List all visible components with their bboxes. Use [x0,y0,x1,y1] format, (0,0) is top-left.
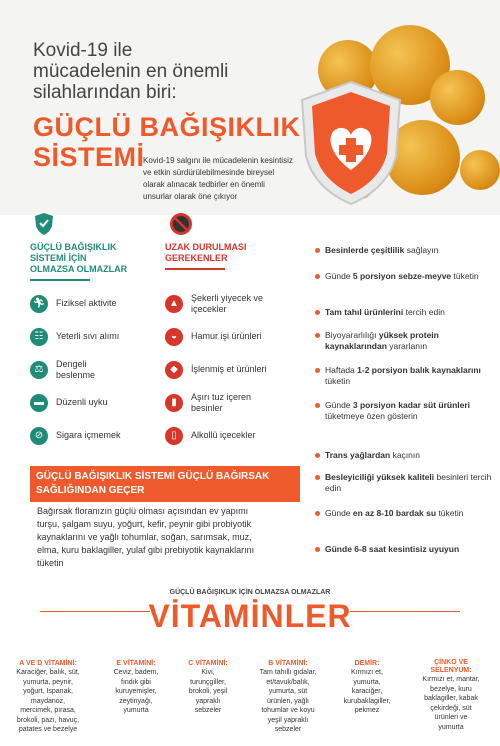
vitamin-line: Kivi, [201,669,215,676]
list-item [30,419,160,452]
item-label: Dengeli [56,358,87,369]
item-label: içecekler [191,303,227,314]
tip-item [315,245,495,271]
hero-section [0,0,500,215]
stop-hand-icon [169,212,193,236]
vitamin-column [8,659,88,735]
list-item [165,419,305,452]
tip-text: Biyoyararlılığı [325,330,379,340]
tip-bold: 3 porsiyon kadar süt ürünleri [352,400,471,410]
vitamin-line: patates ve bezelye [18,726,78,733]
tip-text: Günde [325,508,353,518]
tip-text: besinleri tercih edin [325,472,492,493]
tip-bold: yüksek protein kaynaklarından [325,330,439,351]
vitamin-body [327,668,407,716]
list-item [165,320,305,353]
list-item [165,287,305,320]
hero-title-line: silahlarından biri: [33,82,177,103]
tip-item [315,271,495,307]
bed-icon: ▬ [30,394,48,412]
vitamins-subtitle: GÜÇLÜ BAĞIŞIKLIK İÇİN OLMAZSA OLMAZLAR [169,589,331,596]
tip-bold: Tam tahıl ürünlerini [325,307,404,317]
list-item [30,386,160,419]
vitamin-column [96,659,176,716]
tip-bold: Trans yağlardan [325,450,391,460]
gut-text-line: tüketin [37,558,64,568]
item-label: Fiziksel aktivite [56,298,117,308]
tip-bold: Günde 6-8 saat kesintisiz uyuyun [325,544,460,554]
vitamin-line: yumurta, süt [268,688,308,695]
balance-icon: ⚖ [30,361,48,379]
vitamin-heading: E VİTAMİNİ: [116,660,156,667]
list-item [30,353,160,386]
vitamin-body [8,668,88,735]
gut-text-line: Bağırsak floranızın güçlü olması açısından ev yapımı [37,506,249,516]
avoid-column [165,212,305,452]
item-label: besinler [191,402,223,413]
vitamin-line: sebzeler [194,707,222,714]
item-label: Şekerli yiyecek ve [191,292,264,303]
shield-icon [296,78,406,208]
vitamin-line: sebzeler [274,726,302,733]
tip-text: yararlanın [386,341,428,351]
gut-title-line: SAĞLIĞINDAN GEÇER [36,485,145,496]
tip-bold: 5 porsiyon sebze-meyve [352,271,452,281]
tip-bold: en az 8-10 bardak su [352,508,437,518]
hero-headline-line: SİSTEMİ [33,142,145,172]
bottle-icon: ▯ [165,427,183,445]
vitamin-line: baklagiller, kabak [424,695,478,702]
water-glass-icon: ☷ [30,328,48,346]
tip-text: tüketin [325,376,351,386]
gut-text-line: kaynaklarını ve yağlı tohumlar, soğan, sarımsak, muz, [37,532,252,542]
heading-line: UZAK DURULMASI [165,242,247,252]
avoid-heading [165,242,305,264]
vitamin-line: yumurta, peynir, [23,678,73,686]
vitamins-title: VİTAMİNLER [148,598,352,634]
must-haves-column [30,212,160,452]
vitamin-body [96,668,176,716]
tip-text: tercih edin [403,307,445,317]
gut-text-line: turşu, şalgam suyu, yoğurt, kefir, peynir gibi probiyotik [37,519,252,529]
vitamin-line: yapraklı [195,697,221,705]
tip-bold: 1-2 porsiyon balık kaynaklarını [357,365,481,375]
hero-title-line: mücadelenin en önemli [33,61,229,82]
nutrition-tips-list [315,245,495,570]
tip-text: tüketmeye özen gösterin [325,411,418,421]
vitamin-heading [408,659,494,675]
vitamin-column [168,659,248,716]
tip-item [315,330,495,365]
vitamin-body [243,668,333,735]
vitamin-line: maydanoz, [30,697,66,705]
meat-icon: ◆ [165,361,183,379]
tip-text: Günde [325,271,353,281]
tip-item [315,508,495,544]
list-item [30,320,160,353]
vitamin-line: zeytinyağı, [119,697,153,705]
hero-headline-line: GÜÇLÜ BAĞIŞIKLIK [33,112,301,142]
vitamin-line: bezelye, kuru [430,685,472,693]
must-haves-heading [30,242,160,275]
vitamin-heading: DEMİR: [354,660,380,667]
vitamin-line: Kırmızı et, [351,669,383,676]
list-item [30,287,160,320]
cake-icon: ▲ [165,295,183,313]
item-label: Yeterli sıvı alımı [56,331,120,341]
tip-item [315,472,495,508]
vitamin-line: pekmez [354,707,380,714]
vitamin-line: fındık gibi [121,678,151,686]
tip-text: tüketin [436,508,464,518]
vitamin-line: brokoli, pazı, havuç, [16,716,80,724]
heading-line: GEREKENLER [165,253,228,263]
item-label: Sigara içmemek [56,430,121,440]
vitamin-line: Kırmızı et, mantar, [422,676,480,683]
tip-item [315,307,495,330]
bread-icon: ◒ [165,328,183,346]
heading-line: SİSTEMİ İÇİN [30,253,87,263]
vitamin-line: yeşil yapraklı [267,716,309,724]
tip-text: sağlayın [404,245,439,255]
item-label: Düzenli uyku [56,397,108,407]
item-label: Alkollü içecekler [191,430,256,440]
vitamin-line: karaciğer, [351,688,383,695]
gut-title-line: GÜÇLÜ BAĞIŞIKLIK SİSTEMİ GÜÇLÜ BAĞIRSAK [36,471,270,482]
vitamin-line: yoğurt, Ispanak, [23,688,73,695]
list-item [165,353,305,386]
gut-text-line: elma, kuru baklagiller, yulaf gibi prebiyotik kaynaklarını [37,545,255,555]
no-smoking-icon: ⊘ [30,427,48,445]
tip-item [315,365,495,400]
list-item [165,386,305,419]
hero-title [33,40,233,103]
vitamin-heading: B VİTAMİNİ: [268,660,308,667]
vitamin-line: kuruyemişler, [115,688,157,695]
vitamin-line: mercimek, pırasa, [20,707,76,714]
vitamin-line: Ceviz, badem, [113,669,159,676]
vitamin-column [408,659,494,732]
vitamin-line: ürünleri ve [434,714,468,721]
tip-item [315,544,495,570]
tip-text: kaçının [390,450,420,460]
salt-icon: ▮ [165,394,183,412]
heading-underline [165,268,225,270]
vitamin-heading: C VİTAMİNİ: [188,660,228,667]
hero-title-line: Kovid-19 ile [33,40,133,61]
vitamin-body [168,668,248,716]
tip-text: Günde [325,400,353,410]
vitamin-heading: A VE D VİTAMİNİ: [19,660,77,667]
item-label: İşlenmiş et ürünleri [191,364,267,374]
vitamin-line: Karaciğer, balık, süt, [16,669,80,676]
vitamin-line: kurubaklagiller, [343,697,391,705]
tip-bold: Besinlerde çeşitlilik [325,245,405,255]
vitamin-line: Tam tahıllı gıdalar, [259,669,317,676]
vitamin-line: brokoli, yeşil [188,688,228,695]
shield-green-icon [34,212,54,236]
running-icon: 🏃︎ [30,295,48,313]
vitamin-line: yumurta [438,723,464,731]
tip-item [315,450,495,472]
gut-health-text [37,505,317,570]
vitamin-line: tohumlar ve koyu [261,707,315,714]
virus-illustration [460,150,500,190]
tip-bold: Besleyiciliği yüksek kaliteli [325,472,435,482]
item-label: beslenme [56,369,96,380]
item-label: Aşırı tuz içeren [191,391,252,402]
vitamin-line: yumurta, [353,678,381,686]
vitamin-heading-text: ÇİNKO VE SELENYUM: [430,659,472,674]
hero-description: Kovid-19 salgını ile mücadelenin kesintisiz ve etkin sürdürülebilmesinde bireysel olarak alınacak tedbirler en önemli unsurlar olarak öne çıkıyor [143,156,293,201]
gut-health-title [30,466,300,502]
vitamin-line: et/tavuk/balık, [266,678,310,686]
heading-line: OLMAZSA OLMAZLAR [30,264,128,274]
vitamin-line: yumurta [123,707,149,714]
item-label: Hamur işi ürünleri [191,331,262,341]
vitamin-body [408,675,494,732]
heading-line: GÜÇLÜ BAĞIŞIKLIK [30,242,117,252]
vitamin-line: ürünleri, yağlı [266,697,310,705]
heading-underline [30,279,90,281]
tip-text: Haftada [325,365,358,375]
vitamin-column [243,659,333,735]
vitamin-column [327,659,407,716]
vitamin-line: çekirdeği, süt [430,704,472,712]
virus-illustration [430,70,485,125]
tip-text: tüketin [451,271,479,281]
vitamin-line: turunçgiller, [190,678,226,686]
tip-item [315,400,495,450]
